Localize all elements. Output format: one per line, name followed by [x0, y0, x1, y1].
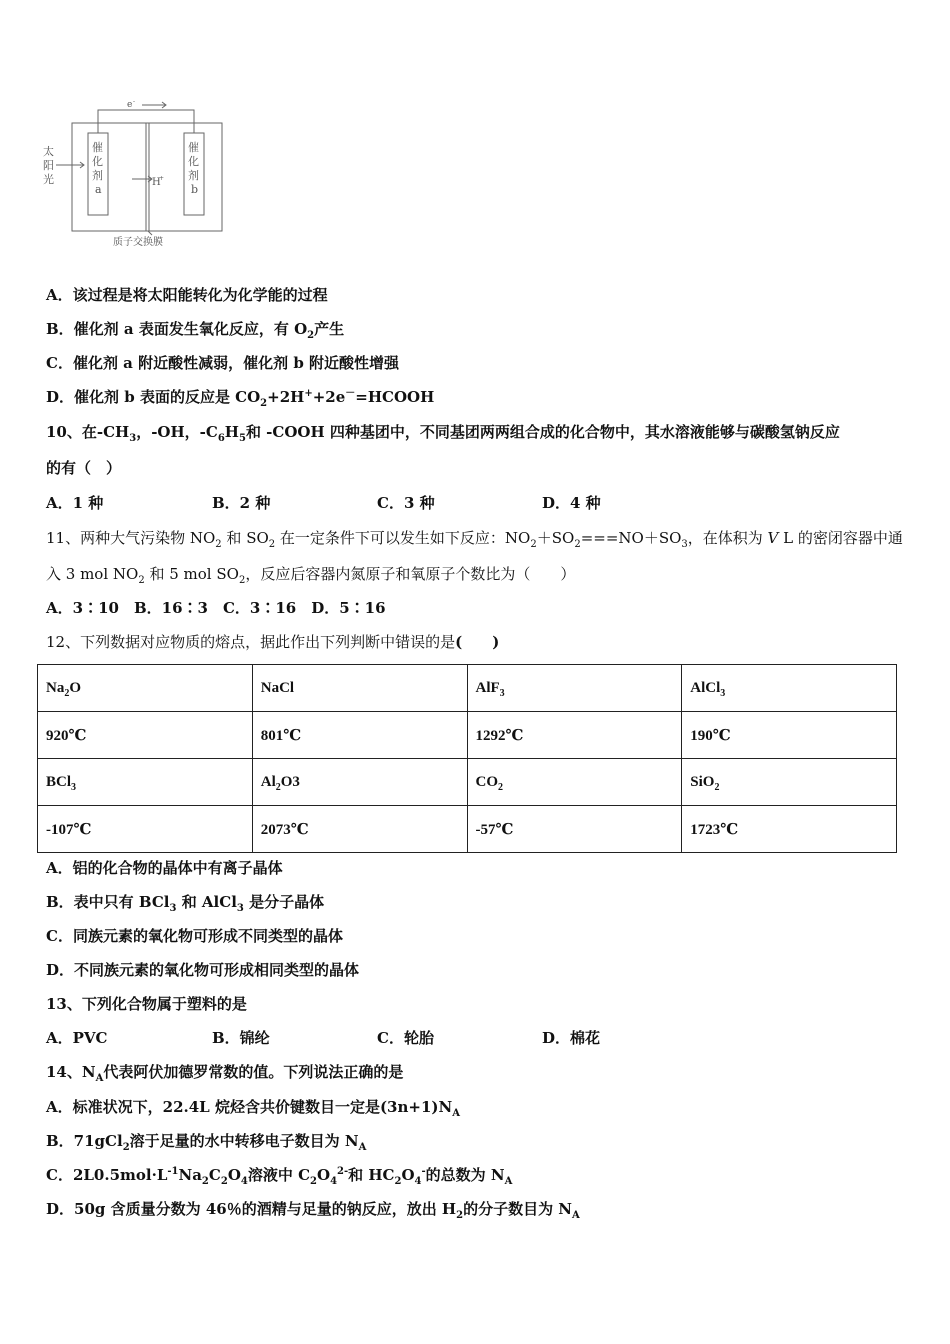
table-cell: NaCl: [252, 665, 467, 712]
svg-text:光: 光: [43, 173, 54, 186]
q14-option-b: B．71gCl$_2$溶于足量的水中转移电子数目为 $N_A$: [46, 1132, 367, 1153]
q13-option-d: D．棉花: [542, 1029, 601, 1047]
q14-option-c: C．$2L0.5mol\cdot L^{-1}Na_2C_2O_4$溶液中 $C_2O_4^{2-}$和 $HC_2O_4^-$的总数为 $N_A$: [46, 1166, 513, 1187]
q14-option-d: D．50g 含质量分数为 46％的酒精与足量的钠反应，放出 $H_2$的分子数目为 $N_A$: [46, 1200, 580, 1221]
table-cell: 1723℃: [682, 806, 897, 853]
table-cell: $CO_2$: [467, 759, 682, 806]
svg-text:a: a: [95, 183, 102, 196]
q10-option-d: D．4 种: [542, 494, 601, 512]
q12-option-b: B．表中只有 BCl$_3$ 和 AlCl$_3$ 是分子晶体: [46, 893, 325, 914]
q12-option-d: D．不同族元素的氧化物可形成相同类型的晶体: [46, 961, 360, 979]
electrode-b-label: [188, 140, 199, 196]
q10-option-c: C．3 种: [377, 494, 435, 512]
q12-option-c: C．同族元素的氧化物可形成不同类型的晶体: [46, 927, 343, 945]
q10-option-b: B．2 种: [212, 494, 271, 512]
sunlight-label: [43, 144, 54, 186]
table-cell: $Na_2O$: [38, 665, 253, 712]
table-cell: SiO$_2$: [682, 759, 897, 806]
svg-text:太: 太: [43, 145, 54, 158]
svg-text:剂: 剂: [92, 169, 103, 182]
proton-label: H: [152, 177, 161, 188]
q14-stem: 14、$N_A$代表阿伏加德罗常数的值。下列说法正确的是: [46, 1063, 404, 1084]
table-cell: 2073℃: [252, 806, 467, 853]
electrode-a-label: [92, 140, 103, 196]
q9-option-d: D．催化剂 b 表面的反应是 $CO_2+2H^++2e^-=HCOOH$: [46, 388, 435, 409]
q9-option-b: B．催化剂 a 表面发生氧化反应，有 $O_2$产生: [46, 320, 345, 341]
q11-options: A．3∶10 B．16∶3 C．3∶16 D．5∶16: [46, 599, 386, 617]
table-cell: -57℃: [467, 806, 682, 853]
table-cell: AlF$_3$: [467, 665, 682, 712]
svg-text:+: +: [159, 175, 165, 182]
melting-point-table: [37, 664, 897, 853]
membrane-label: 质子交换膜: [113, 237, 163, 248]
q11-stem-line1: 11、两种大气污染物 $NO_2$ 和 $SO_2$ 在一定条件下可以发生如下反应：$NO_2+SO_2===NO+SO_3$，在体积为 V L 的密闭容器中通: [46, 529, 903, 550]
table-row: [38, 665, 897, 712]
table-cell: BCl$_3$: [38, 759, 253, 806]
table-cell: -107℃: [38, 806, 253, 853]
q13-option-b: B．锦纶: [212, 1029, 270, 1047]
table-cell: 801℃: [252, 712, 467, 759]
q11-stem-line2: 入 3 mol $NO_2$ 和 5 mol $SO_2$，反应后容器内氮原子和氧原子个数比为（ ）: [46, 565, 576, 586]
table-cell: $Al_2O3$: [252, 759, 467, 806]
svg-text:-: -: [133, 98, 136, 105]
q12-stem: 12、下列数据对应物质的熔点，据此作出下列判断中错误的是( ): [46, 633, 500, 651]
q13-stem: 13、下列化合物属于塑料的是: [46, 995, 247, 1013]
table-cell: AlCl$_3$: [682, 665, 897, 712]
svg-text:化: 化: [188, 155, 199, 168]
q14-option-a: A．标准状况下，22.4L 烷烃含共价键数目一定是$(3n+1)N_A$: [46, 1098, 460, 1119]
table-cell: 1292℃: [467, 712, 682, 759]
table-row: [38, 759, 897, 806]
q12-option-a: A．铝的化合物的晶体中有离子晶体: [46, 859, 283, 877]
table-cell: 920℃: [38, 712, 253, 759]
electron-label: e: [127, 100, 133, 110]
table-row: [38, 712, 897, 759]
q9-option-c: C．催化剂 a 附近酸性减弱，催化剂 b 附近酸性增强: [46, 354, 400, 372]
svg-text:催: 催: [92, 141, 103, 154]
svg-text:剂: 剂: [188, 169, 199, 182]
svg-text:b: b: [191, 183, 199, 196]
q13-option-a: A．PVC: [46, 1029, 108, 1047]
q13-option-c: C．轮胎: [377, 1029, 434, 1047]
q10-stem-line1: 10、在$-CH_3$，-OH，$-C_6H_5$和 -COOH 四种基团中，不同基团两两组合成的化合物中，其水溶液能够与碳酸氢钠反应: [46, 423, 840, 444]
q10-stem-line2: 的有（ ）: [46, 459, 122, 477]
svg-text:催: 催: [188, 141, 199, 154]
table-cell: 190℃: [682, 712, 897, 759]
table-row: [38, 806, 897, 853]
svg-text:化: 化: [92, 155, 103, 168]
svg-text:阳: 阳: [43, 159, 54, 172]
q9-option-a: A．该过程是将太阳能转化为化学能的过程: [46, 286, 328, 304]
q10-option-a: A．1 种: [46, 494, 104, 512]
electrolysis-cell-diagram: [40, 95, 240, 255]
